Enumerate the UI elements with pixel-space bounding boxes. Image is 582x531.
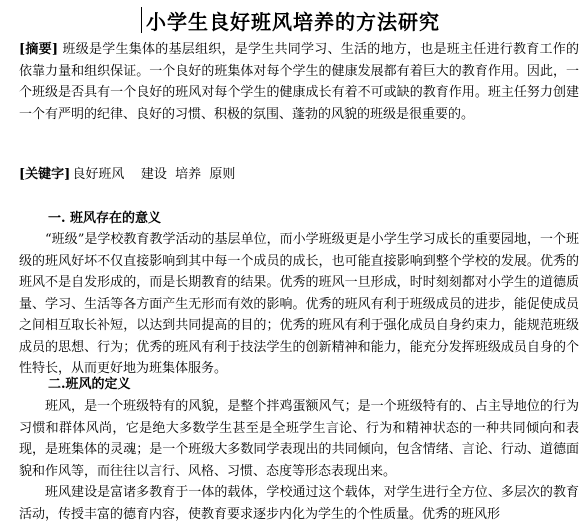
section1-heading: 一. 班风存在的意义 xyxy=(48,211,162,226)
section2-paragraph-2: 班风建设是富诸多教育于一体的载体，学校通过这个载体，对学生进行全方位、多层次的教育活动，传授丰富的德育内容，使教育要求逐步内化为学生的个性质量。优秀的班风形 xyxy=(19,485,579,522)
section2-heading: 二.班风的定义 xyxy=(48,377,131,392)
section1-paragraph: “班级”是学校教育教学活动的基层单位，而小学班级更是小学生学习成长的重要园地，一个班级的班风好坏不仅直接影响到其中每一个成员的成长，也可能直接影响到整个学校的发展。优秀的班风不是自发形成的，而是长期教育的结果。优秀的班风一旦形成，时时刻刻都对小学生的道德质量、学习、生活等各方面产生无形而有效的影响。优秀的班风有利于班级成员的进步，能促使成员之间相互取长补短，以达到共同提高的目的；优秀的班风有利于强化成员自身约束力，能规范班级成员的思想、行为；优秀的班风有利于技法学生的创新精神和能力，能充分发挥班级成员自身的个性特长，从而更好地为班集体服务。 xyxy=(19,232,579,376)
keywords-text: 良好班风 建设 培养 原则 xyxy=(72,167,236,182)
section2-paragraph-1: 班风，是一个班级特有的风貌，是整个拌鸡蛋额风气；是一个班级特有的、占主导地位的行为习惯和群体风尚，它是绝大多数学生甚至是全班学生言论、行为和精神状态的一种共同倾向和表现，是班集体的灵魂；是一个班级大多数同学表现出的共同倾向，包含情绪、言论、行动、道德面貌和作风等，而往往以言行、风格、习惯、态度等形态表现出来。 xyxy=(19,399,579,479)
keywords-line xyxy=(19,164,579,186)
abstract-text: 班级是学生集体的基层组织，是学生共同学习、生活的地方，也是班主任进行教育工作的依靠力量和组织保证。一个良好的班集体对每个学生的健康发展都有着巨大的教育作用。因此，一个班级是否具有一个良好的班风对每个学生的健康成长有着不可或缺的教育作用。班主任努力创建一个有严明的纪律、良好的习惯、积极的氛围、蓬勃的风貌的班级是很重要的。 xyxy=(19,42,579,122)
keywords-label: [关键字] xyxy=(19,167,71,182)
abstract-label: [摘要] xyxy=(19,42,59,57)
text-cursor xyxy=(141,7,142,33)
abstract-paragraph xyxy=(19,39,579,125)
document-title: 小学生良好班风培养的方法研究 xyxy=(146,10,440,34)
